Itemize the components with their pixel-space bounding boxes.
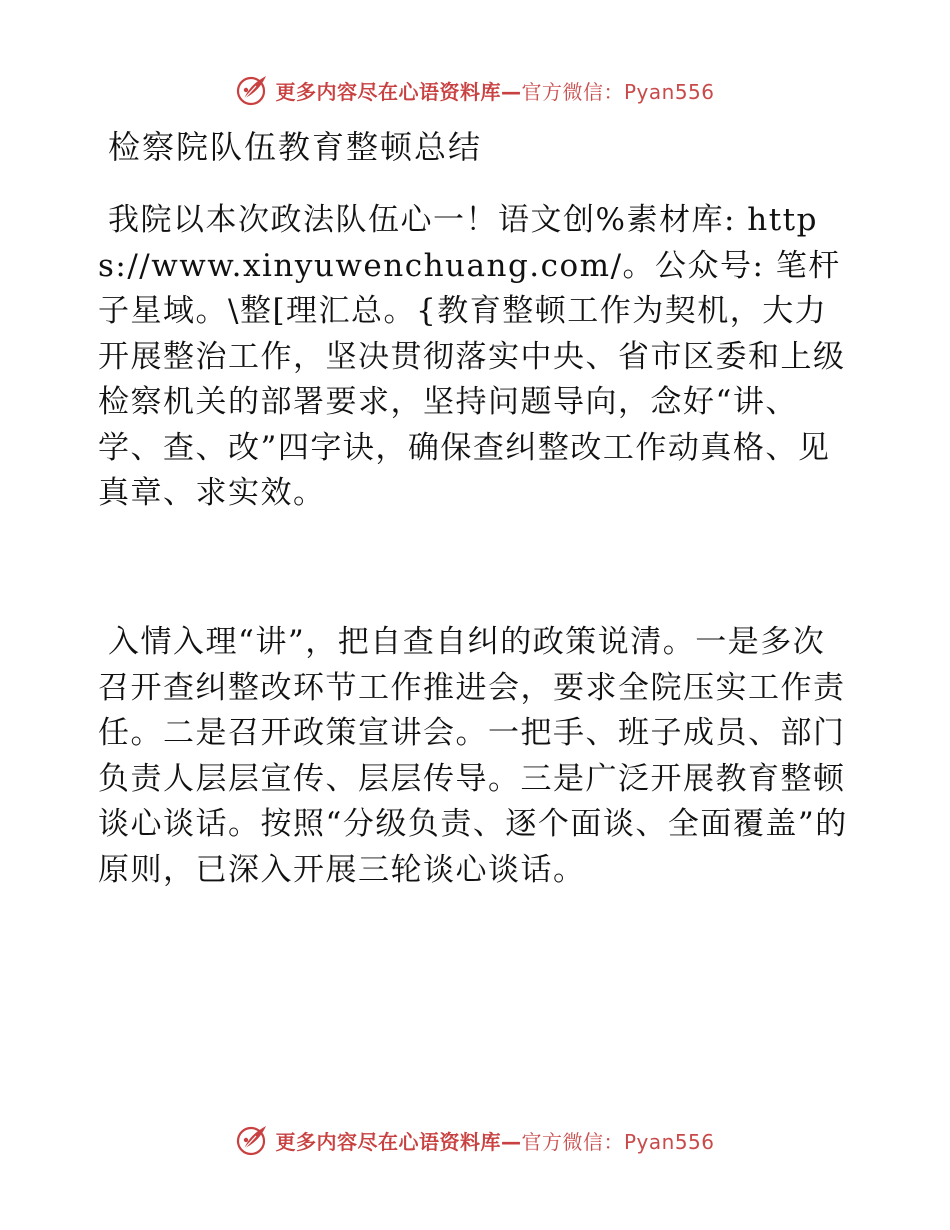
watermark-banner-bottom: [0, 1120, 950, 1160]
body-paragraph-2: 入情入理“讲”，把自查自纠的政策说清。一是多次召开查纠整改环节工作推进会，要求全院压实工作责任。二是召开政策宣讲会。一把手、班子成员、部门负责人层层宣传、层层传导。三是广泛开展教育整顿谈心谈话。按照“分级负责、逐个面谈、全面覆盖”的原则，已深入开展三轮谈心谈话。: [98, 624, 848, 888]
feather-pen-logo-icon: [235, 1123, 269, 1157]
watermark-text: 更多内容尽在心语资料库—官方微信：Pyan556: [275, 79, 715, 104]
document-title: 检察院队伍教育整顿总结: [108, 128, 483, 166]
body-paragraph-1: 我院以本次政法队伍心一！语文创%素材库: https://www.xinyuwenchuang.com/。公众号: 笔杆子星域。\整[理汇总。{教育整顿工作为契机，大力开展整治工作，坚决贯彻落实中央、省市区委和上级检察机关的部署要求，坚持问题导向，念好“讲、学、查、改”四字诀，确保查纠整改工作动真格、见真章、求实效。: [98, 202, 846, 511]
feather-pen-logo-icon: [235, 73, 269, 107]
watermark-text: 更多内容尽在心语资料库—官方微信：Pyan556: [275, 1129, 715, 1154]
watermark-banner-top: [0, 70, 950, 110]
